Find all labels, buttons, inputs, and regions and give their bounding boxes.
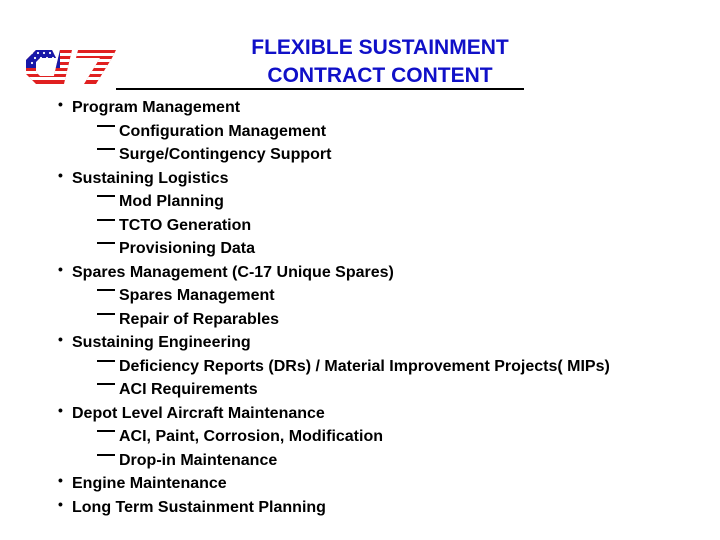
title-underline: [116, 88, 524, 90]
dash-icon: [97, 219, 115, 221]
c17-logo: [22, 48, 118, 86]
bullet-item: [58, 331, 708, 355]
bullet-item-text: Sustaining Engineering: [72, 334, 251, 351]
sub-item: [58, 120, 708, 144]
bullet-item-text: Program Management: [72, 99, 241, 116]
bullet-item-text: Depot Level Aircraft Maintenance: [72, 404, 325, 422]
sub-item: [58, 308, 708, 332]
sub-item-text: ACI, Paint, Corrosion, Modification: [119, 428, 383, 445]
sub-item-text: Repair of Reparables: [119, 310, 280, 328]
dash-icon: [97, 430, 115, 432]
page-title: [130, 34, 630, 90]
bullet-icon: •: [58, 401, 63, 418]
dash-icon: [97, 313, 115, 315]
dash-icon: [97, 195, 115, 197]
sub-item-text: Provisioning Data: [119, 240, 256, 257]
bullet-item-text: Spares Management (C-17 Unique Spares): [72, 263, 394, 281]
sub-item-text: ACI Requirements: [119, 381, 258, 398]
bullet-item-text: Engine Maintenance: [72, 475, 227, 492]
dash-icon: [97, 289, 115, 291]
sub-item-text: TCTO Generation: [119, 216, 252, 234]
bullet-item-text: Long Term Sustainment Planning: [72, 498, 326, 516]
dash-icon: [97, 242, 115, 244]
dash-icon: [97, 148, 115, 150]
dash-icon: [97, 383, 115, 385]
bullet-item: [58, 402, 708, 426]
bullet-item: [58, 96, 708, 120]
sub-item: [58, 355, 708, 379]
bullet-icon: •: [58, 96, 63, 112]
sub-item: [58, 425, 708, 449]
sub-item: [58, 190, 708, 214]
bullet-icon: •: [58, 495, 63, 512]
sub-item-text: Configuration Management: [119, 122, 327, 140]
title-line-2: CONTRACT CONTENT: [267, 64, 493, 87]
sub-item-text: Mod Planning: [119, 193, 224, 210]
content-outline: [58, 96, 708, 519]
bullet-icon: •: [58, 260, 63, 277]
sub-item: [58, 449, 708, 473]
title-line-1: FLEXIBLE SUSTAINMENT: [251, 36, 509, 59]
bullet-item: [58, 167, 708, 191]
bullet-icon: •: [58, 472, 63, 488]
sub-item: [58, 378, 708, 402]
dash-icon: [97, 125, 115, 127]
bullet-icon: •: [58, 166, 63, 183]
sub-item: [58, 214, 708, 238]
sub-item: [58, 143, 708, 167]
dash-icon: [97, 454, 115, 456]
bullet-item: [58, 472, 708, 496]
sub-item: [58, 284, 708, 308]
bullet-icon: •: [58, 331, 63, 347]
bullet-item: [58, 496, 708, 520]
sub-item-text: Deficiency Reports (DRs) / Material Improvement Projects( MIPs): [119, 357, 610, 375]
sub-item: [58, 237, 708, 261]
bullet-item: [58, 261, 708, 285]
bullet-item-text: Sustaining Logistics: [72, 169, 229, 187]
sub-item-text: Drop-in Maintenance: [119, 451, 278, 469]
sub-item-text: Surge/Contingency Support: [119, 146, 332, 163]
sub-item-text: Spares Management: [119, 287, 275, 304]
dash-icon: [97, 360, 115, 362]
